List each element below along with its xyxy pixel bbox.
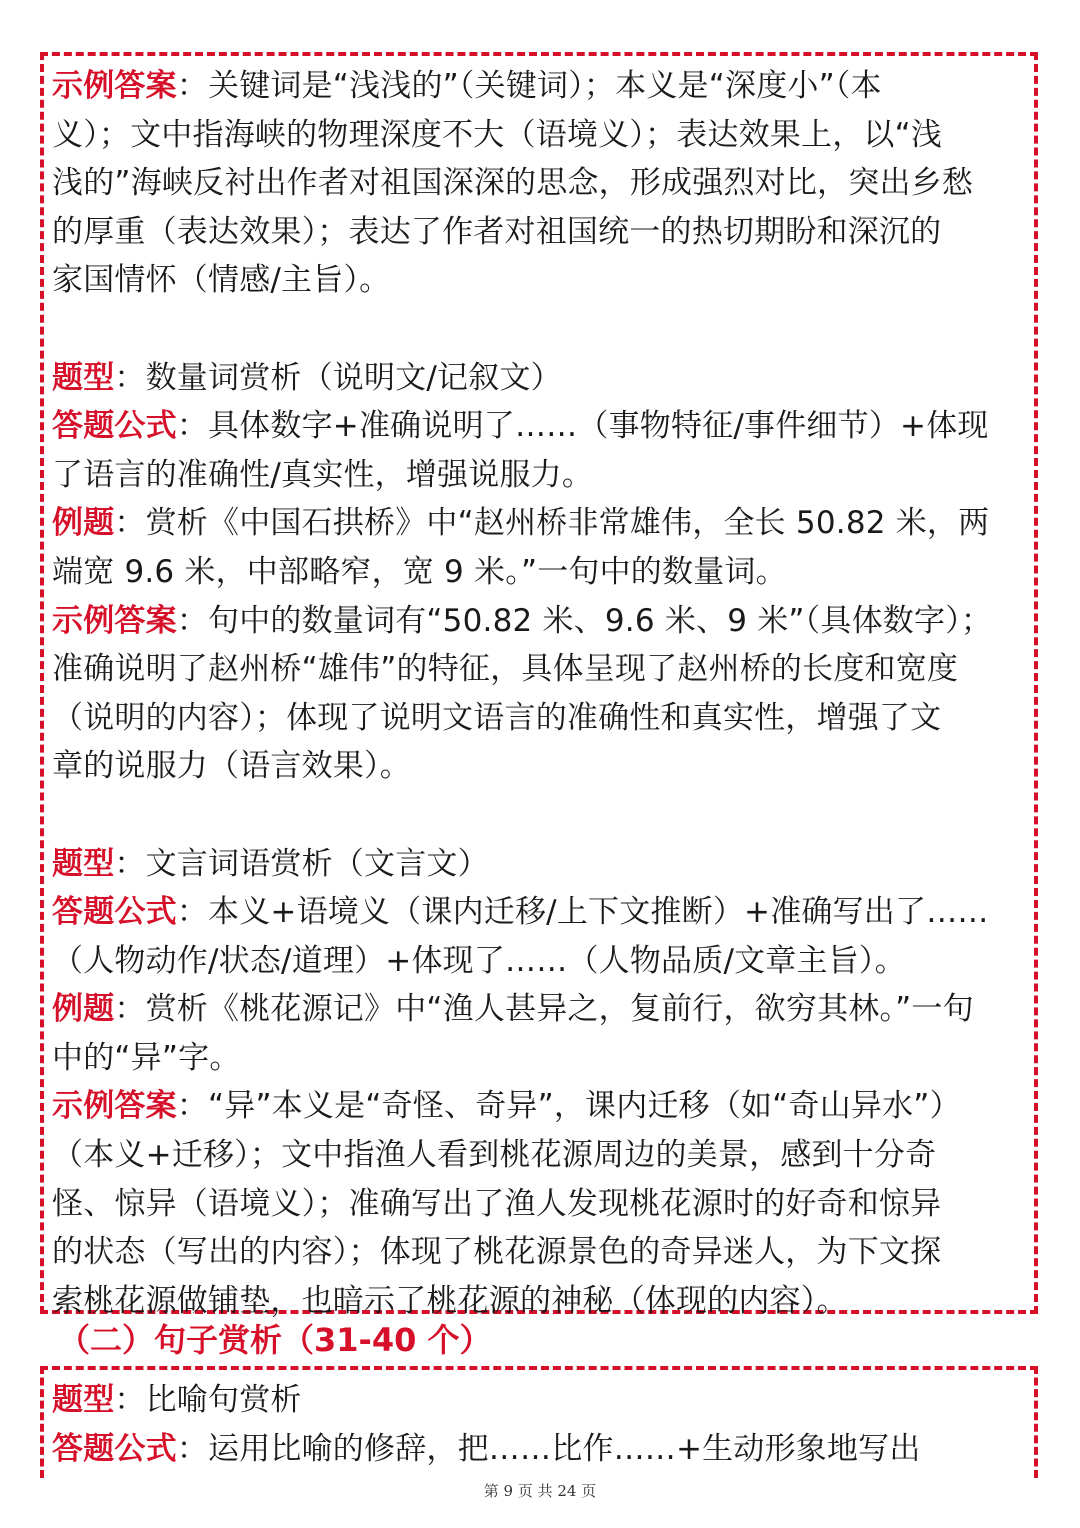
line-text: 端宽 9.6 米，中部略窄，宽 9 米。”一句中的数量词。 [52,553,787,590]
text-line [52,888,1026,937]
line-text: （本义+迁移）；文中指渔人看到桃花源周边的美景，感到十分奇 [52,1137,937,1174]
line-text: ：句中的数量词有“50.82 米、9.6 米、9 米”（具体数字）； [176,602,993,639]
content-box-primary [40,52,1038,1319]
line-text: ：本义+语境义（课内迁移/上下文推断）+准确写出了…… [176,894,989,931]
line-text: ：赏析《中国石拱桥》中“赵州桥非常雄伟，全长 50.82 米，两 [114,505,990,542]
label-keyword: 答题公式 [52,408,177,445]
line-text: 的厚重（表达效果）；表达了作者对祖国统一的热切期盼和深沉的 [52,213,942,250]
label-keyword: 答题公式 [52,1430,177,1467]
label-keyword: 示例答案 [52,602,177,639]
text-line [52,159,1026,208]
line-text: 家国情怀（情感/主旨）。 [52,262,391,299]
line-text: ：数量词赏析（说明文/记叙文） [114,359,562,396]
text-line [52,597,1026,646]
line-text: 中的“异”字。 [52,1039,241,1076]
text-line [52,111,1026,160]
text-line [52,645,1026,694]
text-line [52,208,1026,257]
line-text: ：比喻句赏析 [114,1382,302,1418]
text-line [52,354,1026,403]
text-line [52,694,1026,743]
label-keyword: 示例答案 [52,68,177,104]
line-text: （人物动作/状态/道理）+体现了……（人物品质/文章主旨）。 [52,942,906,979]
page-footer: 第 9 页 共 24 页 [483,1482,597,1500]
line-text: ：运用比喻的修辞，把……比作……+生动形象地写出 [176,1430,921,1467]
label-keyword: 答题公式 [52,894,177,931]
content-box-sentence-analysis [40,1366,1038,1478]
line-text: 索桃花源做铺垫，也暗示了桃花源的神秘（体现的内容）。 [52,1282,848,1319]
line-text: 义）；文中指海峡的物理深度不大（语境义）；表达效果上，以“浅 [52,116,943,153]
line-text: 的状态（写出的内容）；体现了桃花源景色的奇异迷人，为下文探 [52,1234,942,1271]
line-text: 章的说服力（语言效果）。 [52,748,411,785]
line-text: ：关键词是“浅浅的”（关键词）；本义是“深度小”（本 [176,68,882,104]
text-line [52,62,1026,111]
line-text: 准确说明了赵州桥“雄伟”的特征，具体呈现了赵州桥的长度和宽度 [52,651,959,688]
text-line [52,985,1026,1034]
text-line [52,1131,1026,1180]
blank-line [52,791,1026,840]
text-line [52,1082,1026,1131]
blank-line [52,305,1026,354]
label-keyword: 示例答案 [52,1088,177,1125]
text-line [52,1180,1026,1229]
label-keyword: 题型 [52,1382,115,1418]
text-line [52,451,1026,500]
label-keyword: 例题 [52,991,115,1028]
text-line [52,402,1026,451]
text-line [52,1425,1026,1474]
line-text: ：赏析《桃花源记》中“渔人甚异之，复前行，欲穷其林。”一句 [114,991,974,1028]
text-line [52,499,1026,548]
text-line [52,1228,1026,1277]
line-text: 浅的”海峡反衬出作者对祖国深深的思念，形成强烈对比，突出乡愁 [52,165,974,202]
text-line [52,742,1026,791]
text-line [52,1034,1026,1083]
label-keyword: 题型 [52,845,115,882]
line-text: ：具体数字+准确说明了……（事物特征/事件细节）+体现 [176,408,989,445]
text-line [52,256,1026,305]
line-text: 怪、惊异（语境义）；准确写出了渔人发现桃花源时的好奇和惊异 [52,1185,942,1222]
line-text: 了语言的准确性/真实性，增强说服力。 [52,456,594,493]
line-text: ：“异”本义是“奇怪、奇异”，课内迁移（如“奇山异水”） [176,1088,961,1125]
section-title: （二）句子赏析（31-40 个） [58,1321,492,1359]
text-line [52,937,1026,986]
text-line [52,548,1026,597]
line-text: ：文言词语赏析（文言文） [114,845,489,882]
line-text: （说明的内容）；体现了说明文语言的准确性和真实性，增强了文 [52,699,942,736]
text-line [52,1376,1026,1425]
text-line [52,840,1026,889]
label-keyword: 题型 [52,359,115,396]
label-keyword: 例题 [52,505,115,542]
